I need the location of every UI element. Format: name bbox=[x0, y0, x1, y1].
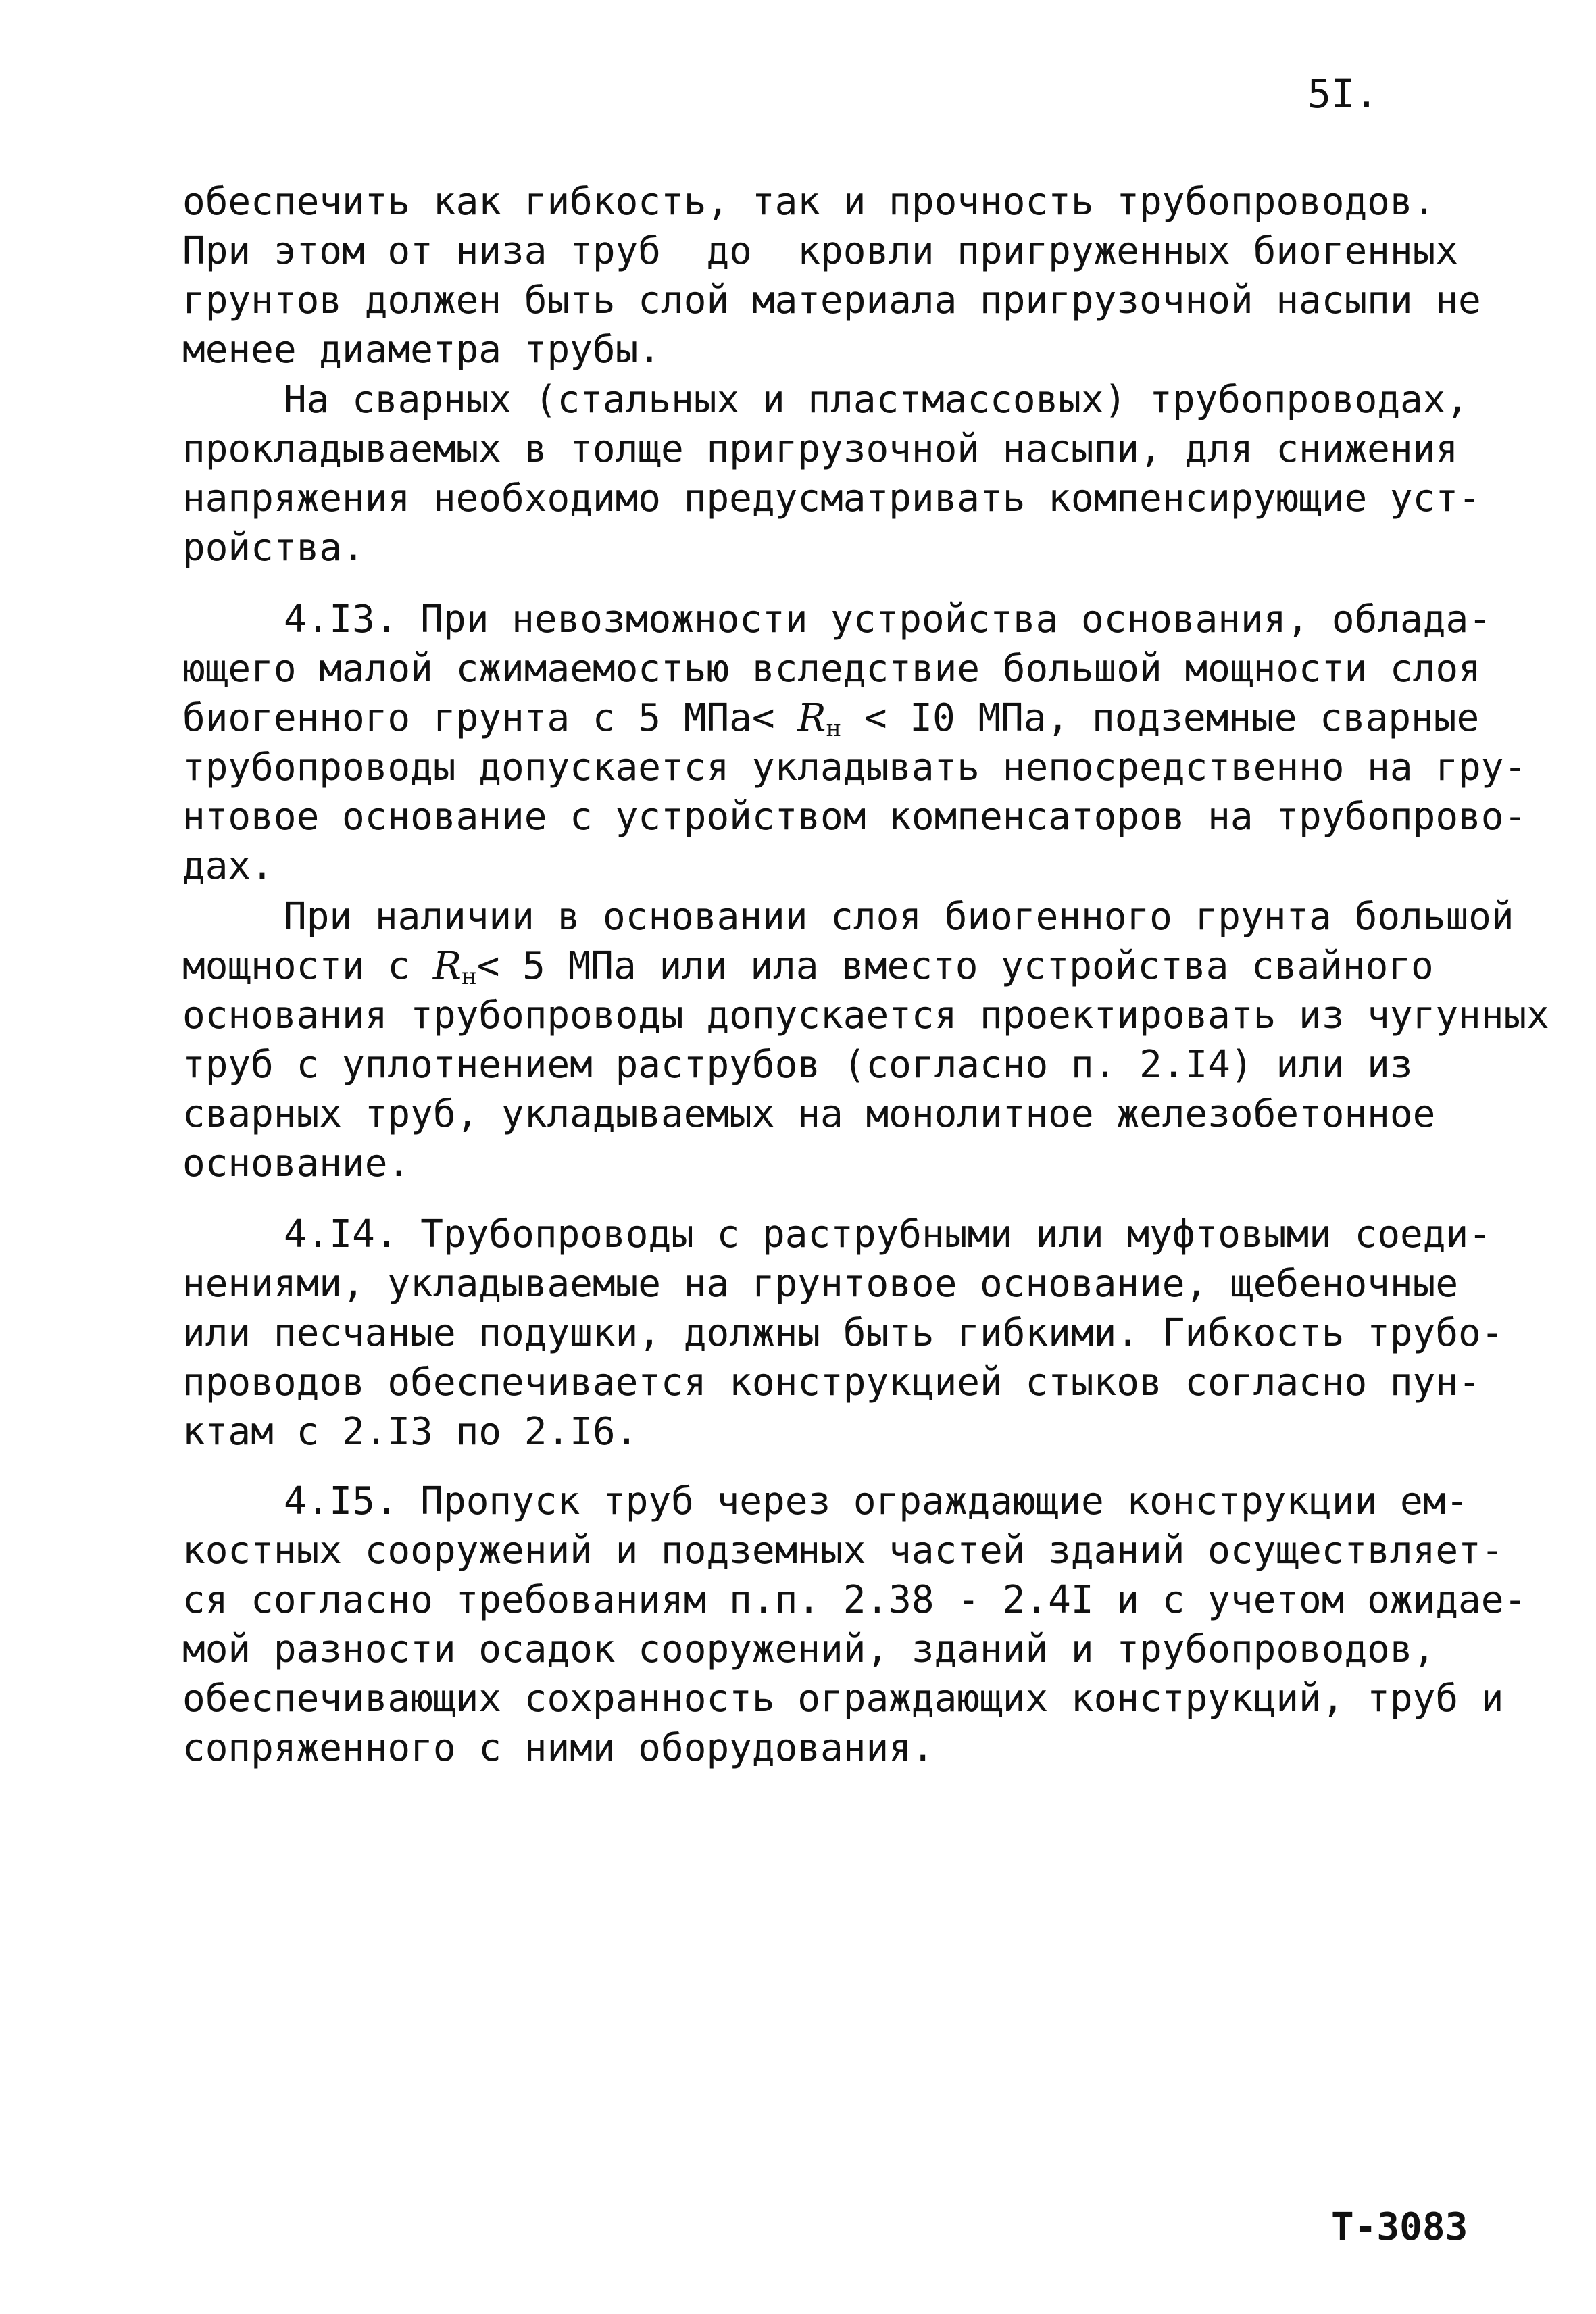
text-line: ся согласно требованиям п.п. 2.38 - 2.4I и с учетом ожидае- bbox=[182, 1578, 1527, 1622]
text-line: мой разности осадок сооружений, зданий и трубопроводов, bbox=[182, 1627, 1436, 1671]
text-line: При наличии в основании слоя биогенного грунта большой bbox=[284, 895, 1514, 939]
text-line: или песчаные подушки, должны быть гибкими. Гибкость трубо- bbox=[182, 1311, 1504, 1355]
text-line: трубопроводы допускается укладывать непосредственно на гру- bbox=[182, 745, 1527, 789]
paragraph bbox=[182, 892, 1549, 1188]
formula-text: < 5 МПа или ила вместо устройства свайного bbox=[476, 944, 1434, 988]
text-line: 4.I4. Трубопроводы с раструбными или муфтовыми соеди- bbox=[284, 1212, 1491, 1256]
text-line: При этом от низа труб до кровли пригруженных биогенных bbox=[182, 229, 1459, 273]
text-line: 4.I5. Пропуск труб через ограждающие конструкции ем- bbox=[284, 1479, 1469, 1523]
text-line: нтовое основание с устройством компенсаторов на трубопрово- bbox=[182, 795, 1527, 839]
text-line: сварных труб, укладываемых на монолитное железобетонное bbox=[182, 1092, 1436, 1136]
text-line: основание. bbox=[182, 1141, 411, 1185]
text-line: основания трубопроводы допускается проектировать из чугунных bbox=[182, 993, 1549, 1037]
text-line: 4.I3. При невозможности устройства основания, облада- bbox=[284, 597, 1491, 641]
text-line: обеспечить как гибкость, так и прочность трубопроводов. bbox=[182, 180, 1436, 224]
text-line: сопряженного с ними оборудования. bbox=[182, 1726, 934, 1770]
text-line: проводов обеспечивается конструкцией стыков согласно пун- bbox=[182, 1360, 1481, 1404]
text-line: ктам с 2.I3 по 2.I6. bbox=[182, 1410, 639, 1454]
text-line: напряжения необходимо предусматривать компенсирующие уст- bbox=[182, 476, 1481, 520]
text-line: На сварных (стальных и пластмассовых) трубопроводах, bbox=[284, 378, 1469, 422]
paragraph bbox=[182, 177, 1481, 374]
text-line: труб с уплотнением раструбов (согласно п. 2.I4) или из bbox=[182, 1043, 1413, 1087]
text-line: дах. bbox=[182, 844, 274, 888]
paragraph bbox=[182, 595, 1527, 891]
text-line: ющего малой сжимаемостью вследствие большой мощности слоя bbox=[182, 647, 1481, 691]
document-code: Т-3083 bbox=[1331, 2205, 1468, 2249]
text-line: грунтов должен быть слой материала пригрузочной насыпи не bbox=[182, 278, 1481, 322]
text-line: ройства. bbox=[182, 526, 365, 570]
text-line bbox=[182, 693, 1480, 743]
text-line: прокладываемых в толще пригрузочной насыпи, для снижения bbox=[182, 427, 1459, 471]
text-line: костных сооружений и подземных частей зданий осуществляет- bbox=[182, 1529, 1504, 1573]
paragraph bbox=[182, 1477, 1527, 1773]
resistance-symbol: $R_н$ bbox=[432, 944, 477, 990]
text-line bbox=[182, 941, 1434, 991]
text-line: менее диаметра трубы. bbox=[182, 328, 662, 372]
formula-text: мощности с bbox=[182, 944, 433, 988]
paragraph bbox=[182, 375, 1481, 572]
text-line: обеспечивающих сохранность ограждающих конструкций, труб и bbox=[182, 1677, 1504, 1721]
formula-text: биогенного грунта с 5 МПа< bbox=[182, 696, 798, 740]
text-line: нениями, укладываемые на грунтовое основание, щебеночные bbox=[182, 1262, 1459, 1306]
paragraph bbox=[182, 1210, 1504, 1456]
page-number: 5I. bbox=[1307, 71, 1378, 117]
resistance-symbol: $R_н$ bbox=[797, 696, 842, 742]
formula-text: < I0 МПа, подземные сварные bbox=[841, 696, 1480, 740]
